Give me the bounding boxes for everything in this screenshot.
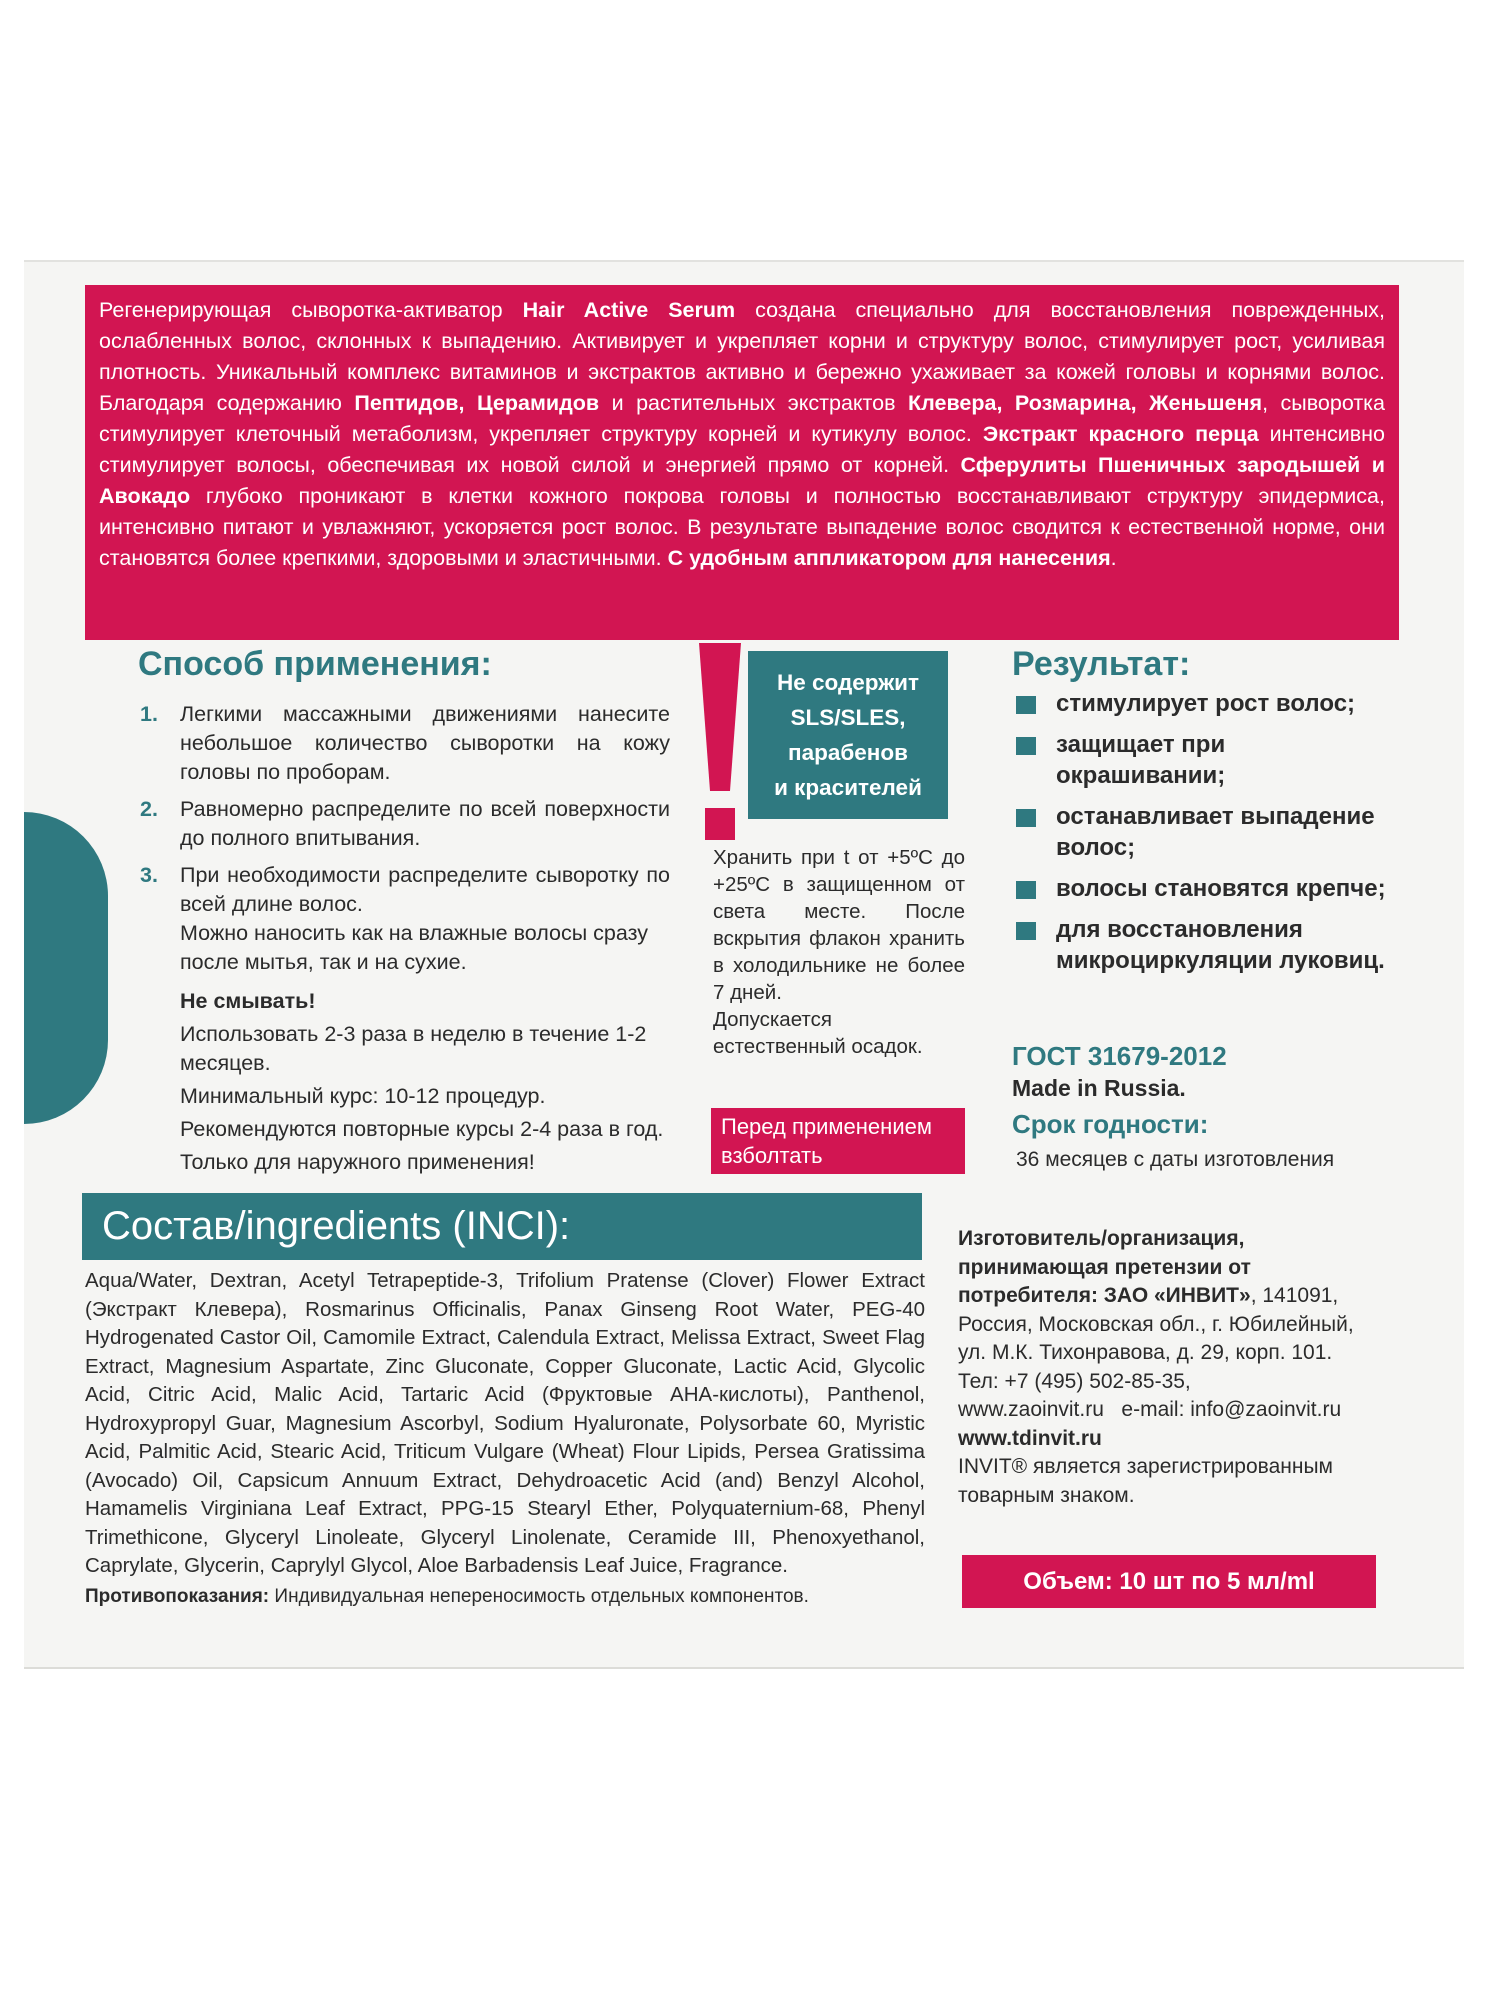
- contra-text: Индивидуальная непереносимость отдельных компонентов.: [274, 1586, 809, 1607]
- contraindications: [85, 1586, 945, 1608]
- composition-heading: Состав/ingredients (INCI):: [82, 1193, 922, 1260]
- intro-segment: , сыворотка стимулирует клеточный метаболизм, укрепляет структуру корней и кутикулу волос.: [99, 391, 1386, 446]
- result-item: [1012, 801, 1422, 863]
- result-heading: Результат:: [1012, 645, 1191, 683]
- manufacturer-line: Изготовитель/организация,: [958, 1227, 1245, 1250]
- usage-step: [140, 795, 670, 853]
- side-tab-decoration: [24, 812, 108, 1124]
- intro-highlight: Экстракт красного перца: [982, 422, 1259, 446]
- intro-highlight: Пептидов, Церамидов: [354, 391, 600, 415]
- intro-segment: глубоко проникают в клетки кожного покрова головы и полностью восстанавливают структуру эпидермиса, интенсивно питают и увлажняют, ускоряется рост волос. В результате выпадение волос сводится к естественной норме, они становятся более крепкими, здоровыми и эластичными.: [99, 484, 1385, 570]
- intro-description: [85, 285, 1399, 640]
- result-text: для восстановления микроциркуляции луковиц.: [1056, 916, 1385, 974]
- storage-instructions: [713, 844, 965, 1060]
- manufacturer-address: ул. М.К. Тихонравова, д. 29, корп. 101.: [958, 1341, 1333, 1364]
- volume-badge: Объем: 10 шт по 5 мл/ml: [962, 1555, 1376, 1608]
- result-text: останавливает выпадение волос;: [1056, 803, 1375, 861]
- gost-standard: ГОСТ 31679-2012: [1012, 1041, 1227, 1071]
- intro-segment: Регенерирующая сыворотка-активатор: [99, 298, 523, 322]
- result-list: [1012, 688, 1422, 986]
- result-text: стимулирует рост волос;: [1056, 690, 1356, 717]
- bullet-square-icon: [1016, 922, 1036, 940]
- step-number: 1.: [140, 702, 158, 726]
- step-text: При необходимости распределите сыворотку по всей длине волос.: [180, 863, 670, 916]
- result-item: [1012, 688, 1422, 719]
- contra-label: Противопоказания:: [85, 1586, 270, 1607]
- manufacturer-info: [958, 1225, 1388, 1510]
- intro-highlight: С удобным аппликатором для нанесения: [667, 546, 1111, 570]
- intro-text: [99, 298, 1385, 570]
- shelf-life-value: 36 месяцев с даты изготовления: [1016, 1148, 1335, 1171]
- ingredients-list: Aqua/Water, Dextran, Acetyl Tetrapeptide-3, Trifolium Pratense (Clover) Flower Extract (Экстракт Клевера), Rosmarinus Officinalis, Panax Ginseng Root Water, PEG-40 Hydrogenated Castor Oil, Camomile Extract, Calendula Extract, Melissa Extract, Sweet Flag Extract, Magnesium Aspartate, Zinc Gluconate, Copper Gluconate, Lactic Acid, Glycolic Acid, Citric Acid, Malic Acid, Tartaric Acid (Фруктовые AHA-кислоты), Panthenol, Hydroxypropyl Guar, Magnesium Ascorbyl, Sodium Hyaluronate, Polysorbate 60, Myristic Acid, Palmitic Acid, Stearic Acid, Triticum Vulgare (Wheat) Flour Lipids, Persea Gratissima (Avocado) Oil, Capsicum Annuum Extract, Dehydroacetic Acid (and) Benzyl Alcohol, Hamamelis Virginiana Leaf Extract, PPG-15 Stearyl Ether, Polyquaternium-68, Phenyl Trimethicone, Glyceryl Linoleate, Glyceryl Linolenate, Ceramide III, Phenoxyethanol, Caprylate, Glycerin, Caprylyl Glycol, Aloe Barbadensis Leaf Juice, Fragrance.: [85, 1269, 925, 1577]
- intro-highlight: Сферулиты Пшеничных зародышей и Авокадо: [99, 453, 1385, 508]
- intro-segment: интенсивно стимулирует волосы, обеспечивая их новой силой и энергией прямо от корней.: [99, 422, 1385, 477]
- intro-segment: .: [1110, 546, 1117, 570]
- usage-step: [140, 700, 670, 787]
- result-item: [1012, 729, 1276, 791]
- usage-note: Рекомендуются повторные курсы 2-4 раза в год.: [180, 1117, 664, 1141]
- result-item: [1012, 873, 1422, 904]
- result-text: защищает при окрашивании;: [1056, 731, 1226, 789]
- sediment-note: Допускается естественный осадок.: [713, 1008, 923, 1058]
- manufacturer-postcode: , 141091,: [1250, 1284, 1339, 1307]
- usage-note: Можно наносить как на влажные волосы сразу после мытья, так и на сухие.: [180, 921, 648, 974]
- bullet-square-icon: [1016, 809, 1036, 827]
- exclamation-icon: [697, 643, 743, 848]
- shelf-life-label: Срок годности:: [1012, 1109, 1209, 1139]
- email-link[interactable]: e-mail: info@zaoinvit.ru: [1121, 1398, 1342, 1421]
- intro-segment: создана специально для восстановления поврежденных, ослабленных волос, склонных к выпадению. Активирует и укрепляет корни и структуру волос, стимулирует рост, усиливая плотность. Уникальный комплекс витаминов и экстрактов активно и бережно ухаживает за кожей головы и корнями волос. Благодаря содержанию: [99, 298, 1385, 415]
- free-from-line: парабенов: [788, 740, 908, 765]
- manufacturer-line: принимающая претензии от: [958, 1255, 1251, 1279]
- made-in: Made in Russia.: [1012, 1075, 1186, 1101]
- standards-block: [1012, 1040, 1432, 1176]
- manufacturer-phone: Тел: +7 (495) 502-85-35,: [958, 1369, 1191, 1393]
- usage-step: [140, 861, 670, 919]
- trademark-note: INVIT® является зарегистрированным товарным знаком.: [958, 1455, 1333, 1507]
- bullet-square-icon: [1016, 881, 1036, 899]
- result-text: волосы становятся крепче;: [1056, 875, 1386, 902]
- free-from-line: SLS/SLES,: [790, 705, 906, 730]
- step-number: 2.: [140, 797, 158, 821]
- step-text: Легкими массажными движениями нанесите небольшое количество сыворотки на кожу головы по проборам.: [180, 702, 670, 784]
- usage-note: Только для наружного применения!: [180, 1150, 535, 1174]
- step-text: Равномерно распределите по всей поверхности до полного впитывания.: [180, 797, 670, 850]
- bullet-square-icon: [1016, 737, 1036, 755]
- result-item: [1012, 914, 1386, 976]
- intro-segment: и растительных экстрактов: [599, 391, 909, 415]
- manufacturer-name: потребителя: ЗАО «ИНВИТ»: [958, 1284, 1251, 1307]
- website-link[interactable]: www.zaoinvit.ru: [958, 1398, 1104, 1421]
- website-link[interactable]: www.tdinvit.ru: [958, 1426, 1102, 1450]
- free-from-badge: [748, 651, 948, 819]
- free-from-line: Не содержит: [776, 670, 920, 695]
- free-from-line: и красителей: [774, 775, 922, 800]
- no-rinse-warning: Не смывать!: [180, 989, 316, 1013]
- usage-notes: [140, 919, 670, 1177]
- bullet-square-icon: [1016, 696, 1036, 714]
- intro-highlight: Клевера, Розмарина, Женьшеня: [908, 391, 1263, 415]
- usage-note: Использовать 2-3 раза в неделю в течение 1-2 месяцев.: [180, 1022, 647, 1075]
- manufacturer-address: Россия, Московская обл., г. Юбилейный,: [958, 1312, 1354, 1336]
- storage-text: Хранить при t от +5ºC до +25ºC в защищенном от света месте. После вскрытия флакон хранить в холодильнике не более 7 дней.: [713, 846, 965, 1004]
- usage-section: [140, 700, 670, 1181]
- usage-heading: Способ применения:: [138, 645, 492, 683]
- step-number: 3.: [140, 863, 158, 887]
- intro-highlight: Hair Active Serum: [522, 298, 736, 322]
- shake-note: Перед применением взболтать: [711, 1108, 965, 1174]
- usage-note: Минимальный курс: 10-12 процедур.: [180, 1084, 546, 1108]
